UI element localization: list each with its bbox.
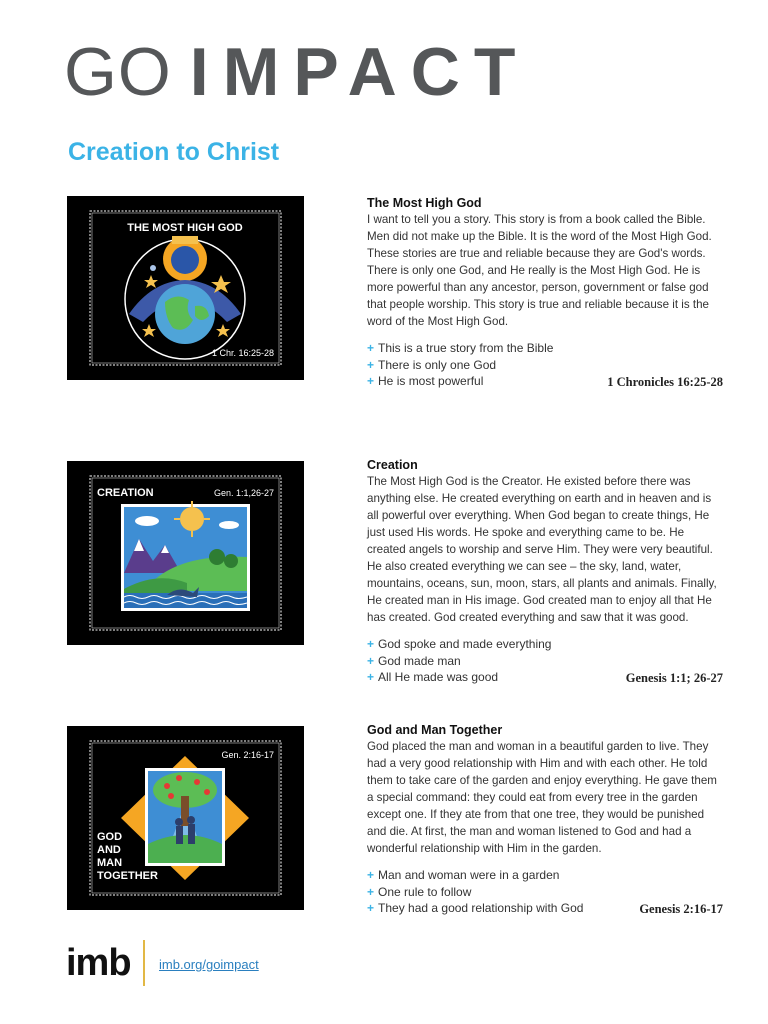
key-point: + They had a good relationship with God	[367, 901, 584, 915]
key-point: + One rule to follow	[367, 884, 472, 899]
go-impact-brand	[64, 36, 529, 108]
lesson-title: God and Man Together	[367, 723, 503, 737]
scripture-reference: Genesis 2:16-17	[639, 901, 723, 916]
card-title-line: AND	[97, 844, 121, 856]
lesson-body: The Most High God is the Creator. He existed before there was anything else. He created everything on earth and in heaven and is all powerful over everything. When God began to create things, He just used His words. He spoke and everything came to be. He created angels to worship and serve Him. They were very beautiful. He also created everything we can see – the sky, land, water, mountains, oceans, sun, moon, stars, all plants and animals. Finally, He created man in His image. God created man to enjoy all that He has created. God created everything and saw that it was good.	[367, 475, 717, 624]
card-title-line: GOD	[97, 831, 123, 843]
plus-icon: +	[367, 341, 375, 355]
card-ref: Gen. 1:1,26-27	[213, 488, 274, 498]
key-points	[367, 867, 725, 917]
imb-logo: imb	[66, 942, 131, 984]
lesson-body: I want to tell you a story. This story is from a book called the Bible. Men did not make up the Bible. It is the word of the Most High God. These stories are true and reliable because they are God's words. There is only one God, and He really is the Most High God. He is more powerful than any ancestor, person, government or false god that people worship. This story is true and reliable because it is the word of the Most High God.	[367, 213, 712, 328]
plus-icon: +	[367, 901, 375, 915]
page-subtitle: Creation to Christ	[68, 138, 280, 166]
card-ref: 1 Chr. 16:25-28	[211, 348, 274, 358]
plus-icon: +	[367, 637, 375, 651]
key-point: + God made man	[367, 653, 461, 668]
card-title: THE MOST HIGH GOD	[127, 222, 243, 234]
card-most-high-god	[67, 196, 304, 380]
footer-divider	[143, 940, 145, 986]
key-point: + He is most powerful	[367, 374, 484, 388]
card-title-line: TOGETHER	[97, 870, 158, 882]
card-ref: Gen. 2:16-17	[221, 750, 274, 760]
lesson-title: The Most High God	[367, 196, 482, 210]
key-point: + This is a true story from the Bible	[367, 341, 554, 355]
scripture-reference: Genesis 1:1; 26-27	[625, 670, 723, 685]
card-title: CREATION	[97, 487, 154, 499]
key-point: + All He made was good	[367, 670, 499, 684]
key-point: + God spoke and made everything	[367, 637, 552, 651]
plus-icon: +	[367, 670, 375, 684]
card-title-line: MAN	[97, 857, 123, 869]
plus-icon: +	[367, 374, 375, 388]
lesson-creation	[367, 458, 725, 686]
plus-icon: +	[367, 653, 375, 668]
lesson-most-high-god	[367, 196, 725, 390]
key-point: + There is only one God	[367, 357, 497, 372]
lesson-title: Creation	[367, 458, 418, 472]
goimpact-link[interactable]: imb.org/goimpact	[159, 957, 259, 972]
key-point: + Man and woman were in a garden	[367, 868, 560, 882]
card-god-and-man-together	[67, 726, 304, 910]
plus-icon: +	[367, 357, 375, 372]
key-points	[367, 340, 725, 390]
plus-icon: +	[367, 868, 375, 882]
lesson-god-and-man-together	[367, 723, 725, 917]
lesson-body: God placed the man and woman in a beautiful garden to live. They had a very good relationship with Him and with each other. He told them to take care of the garden and enjoy everything. He gave them a special command: they could eat from every tree in the garden except one. If they ate from that one tree, they would be punished and die. At first, the man and woman listened to God and had a wonderful relationship with Him in the garden.	[367, 740, 717, 855]
brand-impact: IMPACT	[189, 34, 530, 110]
scripture-reference: 1 Chronicles 16:25-28	[607, 374, 723, 389]
brand-go: GO	[64, 34, 172, 110]
key-points	[367, 636, 725, 686]
card-creation	[67, 461, 304, 645]
plus-icon: +	[367, 884, 375, 899]
